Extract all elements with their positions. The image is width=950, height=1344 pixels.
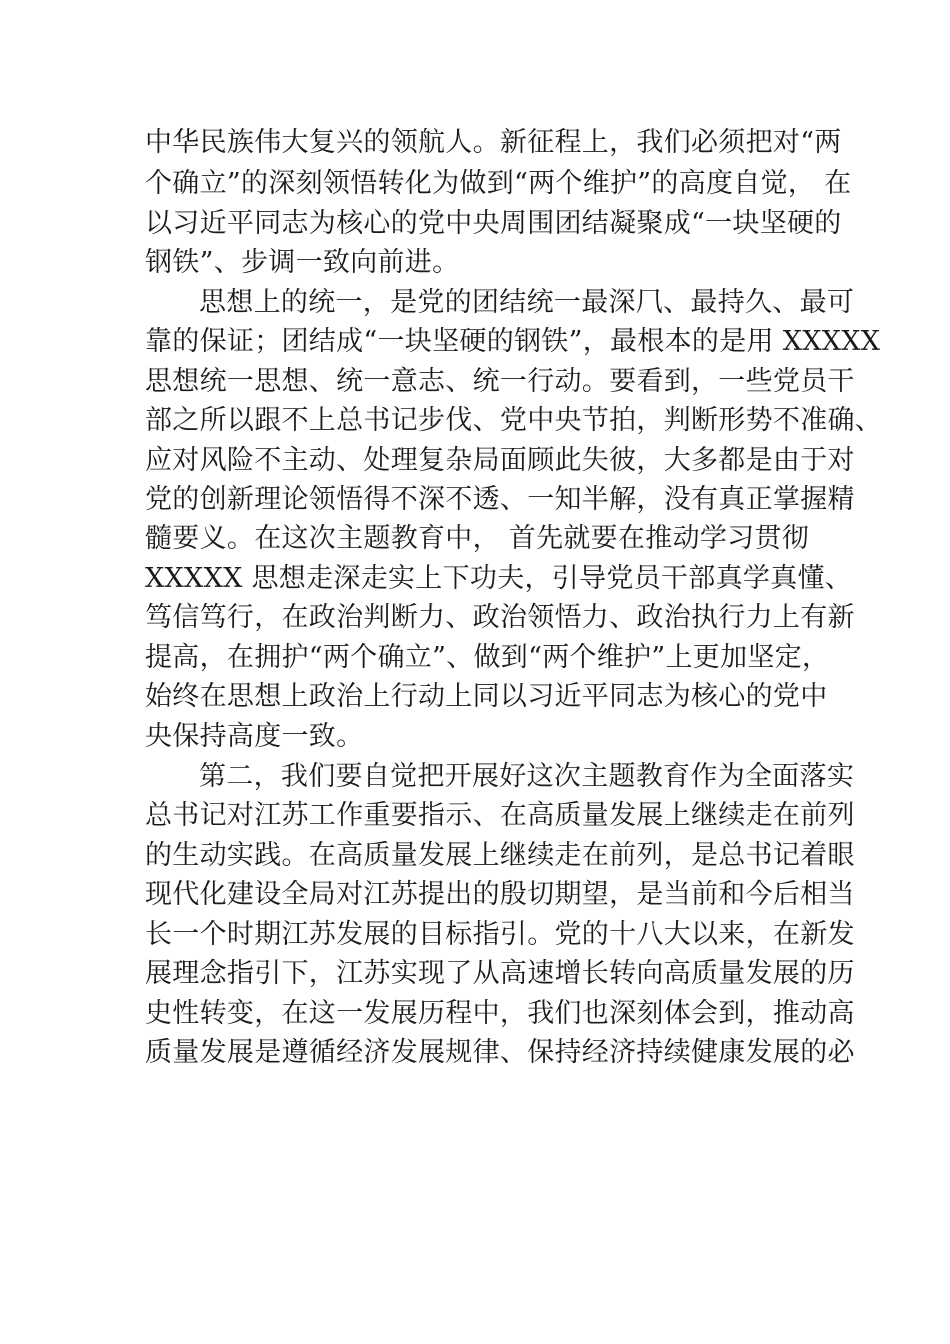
text-line: 个确立”的深刻领悟转化为做到“两个维护”的高度自觉， 在 bbox=[145, 168, 852, 199]
text-line: 思想统一思想、统一意志、统一行动。要看到，一些党员干 bbox=[145, 366, 855, 397]
text-line: 髓要义。在这次主题教育中， 首先就要在推动学习贯彻 bbox=[145, 523, 810, 554]
text-line: 靠的保证；团结成“一块坚硬的钢铁”，最根本的是用 XXXXX bbox=[145, 326, 881, 357]
text-line: 史性转变，在这一发展历程中，我们也深刻体会到，推动高 bbox=[145, 998, 855, 1029]
text-line: 以习近平同志为核心的党中央周围团结凝聚成“一块坚硬的 bbox=[145, 208, 842, 239]
text-line: 质量发展是遵循经济发展规律、保持经济持续健康发展的必 bbox=[145, 1037, 855, 1068]
text-line: 应对风险不主动、处理复杂局面顾此失彼，大多都是由于对 bbox=[145, 445, 855, 476]
paragraph-first-line: 第二，我们要自觉把开展好这次主题教育作为全面落实 bbox=[199, 761, 855, 792]
text-line: 中华民族伟大复兴的领航人。新征程上，我们必须把对“两 bbox=[145, 127, 842, 158]
text-line: 现代化建设全局对江苏提出的殷切期望，是当前和今后相当 bbox=[145, 879, 855, 910]
text-line: 始终在思想上政治上行动上同以习近平同志为核心的党中 bbox=[145, 681, 828, 712]
text-line: 笃信笃行，在政治判断力、政治领悟力、政治执行力上有新 bbox=[145, 602, 855, 633]
text-line: 总书记对江苏工作重要指示、在高质量发展上继续走在前列 bbox=[145, 800, 855, 831]
text-line: 部之所以跟不上总书记步伐、党中央节拍，判断形势不准确、 bbox=[145, 405, 883, 436]
text-line: 钢铁”、步调一致向前进。 bbox=[145, 247, 460, 278]
text-line: 党的创新理论领悟得不深不透、一知半解，没有真正掌握精 bbox=[145, 484, 855, 515]
text-line: XXXXX 思想走深走实上下功夫，引导党员干部真学真懂、 bbox=[145, 563, 853, 594]
paragraph-first-line: 思想上的统一，是党的团结统一最深⺇、最持久、最可 bbox=[199, 287, 855, 318]
text-line: 央保持高度一致。 bbox=[145, 721, 364, 752]
text-line: 的生动实践。在高质量发展上继续走在前列，是总书记着眼 bbox=[145, 840, 855, 871]
text-line: 展理念指引下，江苏实现了从高速增长转向高质量发展的历 bbox=[145, 958, 855, 989]
text-line: 提高，在拥护“两个确立”、做到“两个维护”上更加坚定， bbox=[145, 642, 830, 673]
text-line: 长一个时期江苏发展的目标指引。党的十八大以来，在新发 bbox=[145, 919, 855, 950]
